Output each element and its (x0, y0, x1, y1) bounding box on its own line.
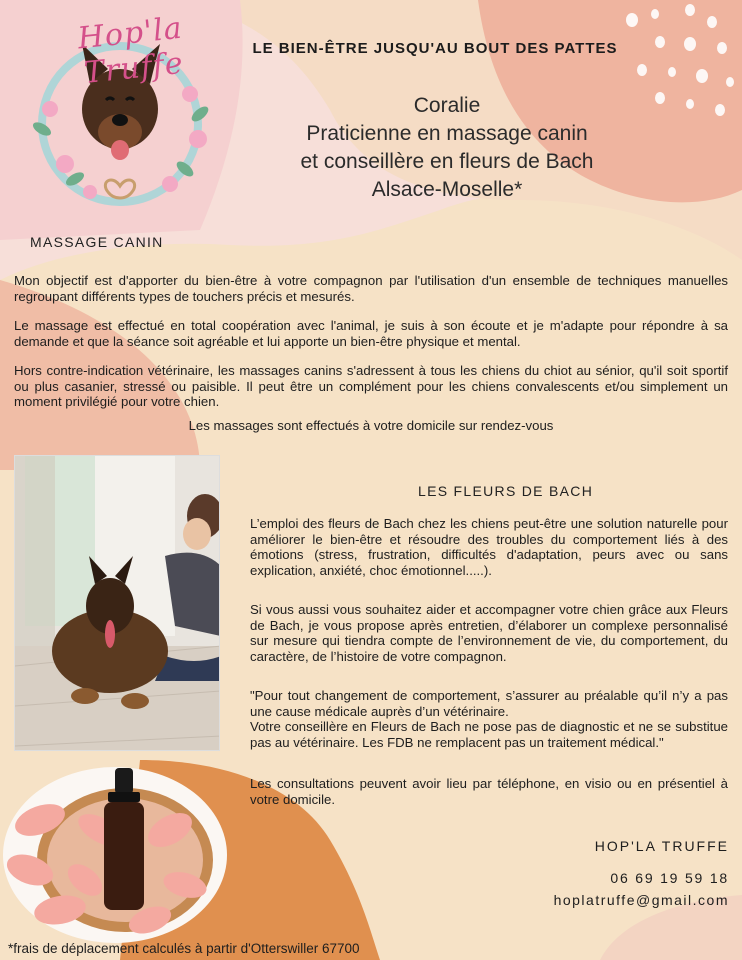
massage-paragraph: Hors contre-indication vétérinaire, les massages canins s'adressent à tous les chiens du chiot au sénior, qu'il soit sportif ou plus casanier, stressé ou paisible. Il peut être un complément pour les chiens convalescents et/ou simplement un moment privilégié pour votre chien. (14, 363, 728, 409)
logo-text: Hop'la Truffe (76, 10, 186, 92)
massage-paragraph: Mon objectif est d'apporter du bien-être à votre compagnon par l'utilisation d'un ensemble de techniques manuelles regroupant différents types de touchers précis et mesurés. (14, 273, 728, 304)
massage-photo (14, 455, 220, 751)
contact-name: HOP'LA TRUFFE (594, 838, 729, 854)
massage-heading: MASSAGE CANIN (30, 234, 164, 250)
tagline: LE BIEN-ÊTRE JUSQU'AU BOUT DES PATTES (252, 40, 618, 57)
contact-email: hoplatruffe@gmail.com (553, 892, 729, 908)
intro-name: Coralie (413, 94, 481, 117)
intro-region: Alsace-Moselle* (371, 178, 523, 201)
fleurs-heading: LES FLEURS DE BACH (418, 483, 594, 499)
intro (232, 92, 662, 204)
intro-title-1: Praticienne en massage canin (306, 122, 588, 145)
contact-phone: 06 69 19 59 18 (610, 870, 729, 886)
fleurs-paragraph: L’emploi des fleurs de Bach chez les chiens peut-être une solution naturelle pour améliorer le bien-être et résoudre des troubles du comportement liés à des émotions (stress, frustration, difficultés d'adaptation, peurs avec ou sans explication, anxiété, choc émotionnel.....). (250, 516, 728, 578)
massage-paragraph: Le massage est effectué en total coopération avec l'animal, je suis à son écoute et je m'adapte pour répondre à sa demande et que la séance soit agréable et lui apporte un bien-être physique et mental. (14, 318, 728, 349)
footnote: *frais de déplacement calculés à partir d'Otterswiller 67700 (8, 941, 360, 956)
bach-bottle-image (0, 760, 230, 945)
fleurs-paragraph: "Pour tout changement de comportement, s’assurer au préalable qu’il n’y a pas une cause médicale auprès d’un vétérinaire. Votre conseillère en Fleurs de Bach ne pose pas de diagnostic et ne se substitue pas au vétérinaire. Les FDB ne remplacent pas un traitement médical." (250, 688, 728, 750)
fleurs-paragraph: Si vous aussi vous souhaitez aider et accompagner votre chien grâce aux Fleurs de Bach, je vous propose après entretien, d’élaborer un complexe personnalisé sur mesure qui tiendra compte de l’environnement de vie, du comportement, du caractère, de l’histoire de votre compagnon. (250, 602, 728, 664)
intro-title-2: et conseillère en fleurs de Bach (300, 150, 594, 173)
logo (20, 10, 220, 214)
massage-note: Les massages sont effectués à votre domicile sur rendez-vous (188, 418, 554, 433)
fleurs-paragraph: Les consultations peuvent avoir lieu par téléphone, en visio ou en présentiel à votre domicile. (250, 776, 728, 807)
